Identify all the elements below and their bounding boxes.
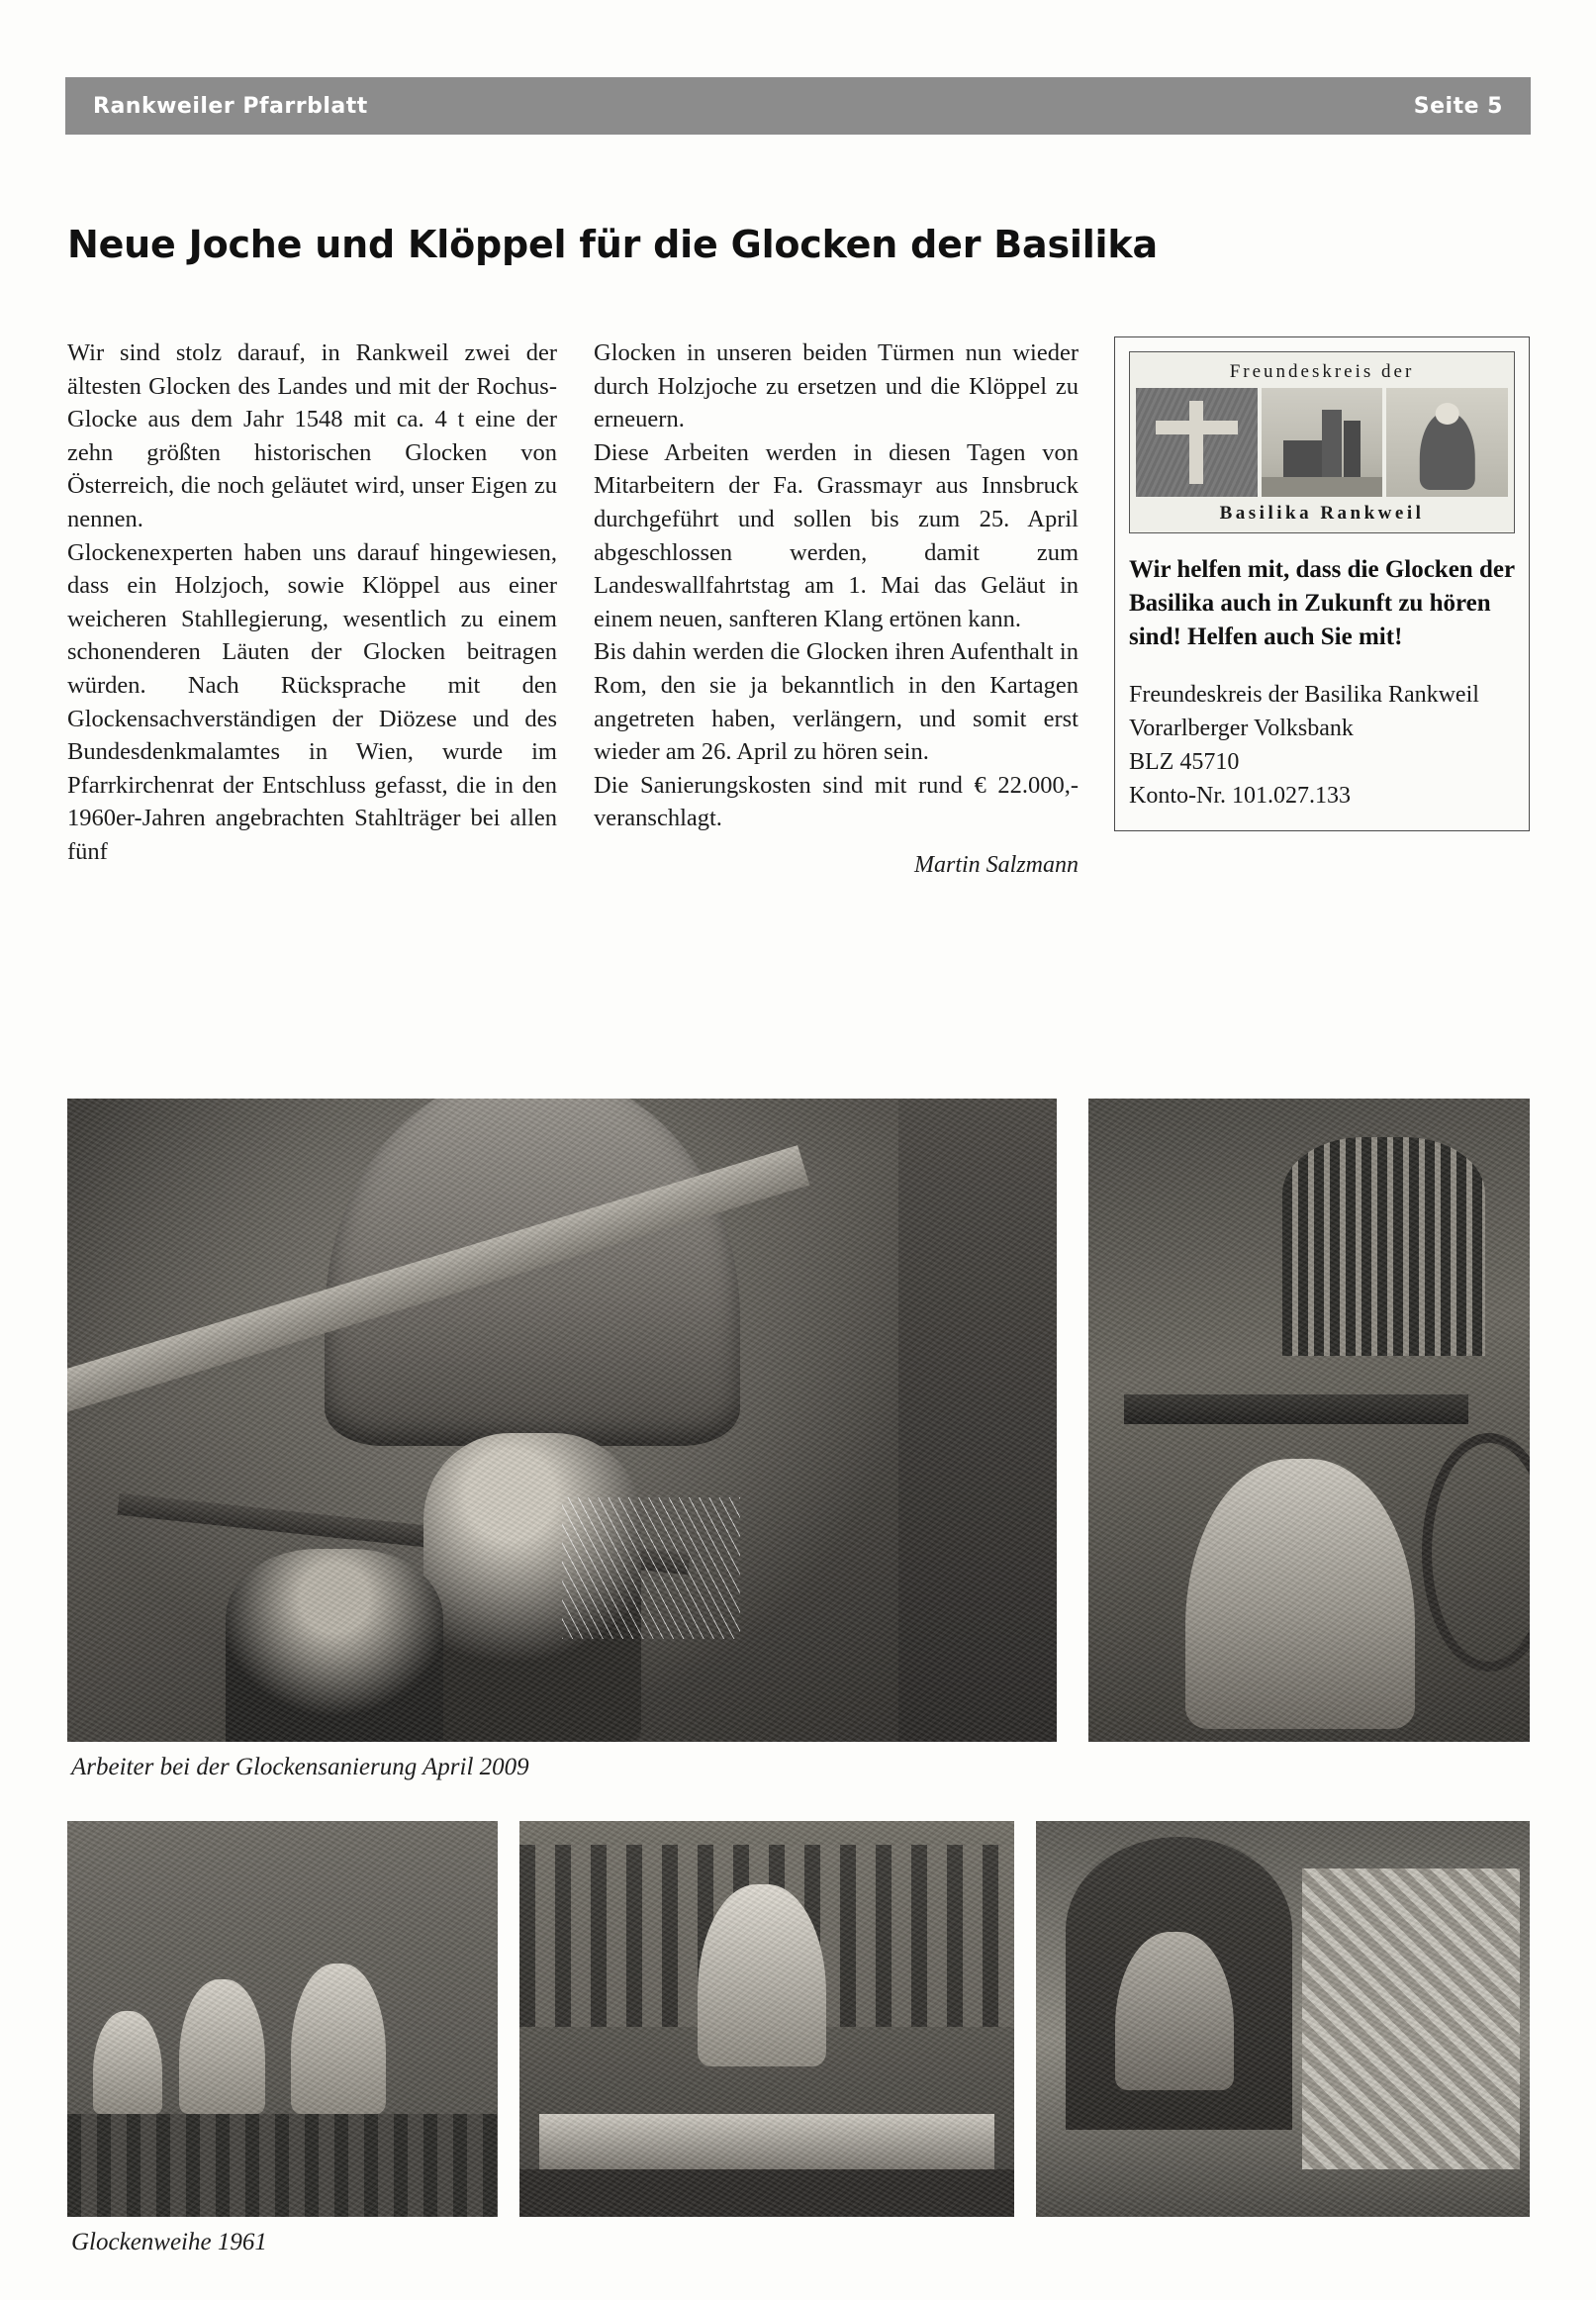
account-line: Freundeskreis der Basilika Rankweil [1129,682,1479,708]
article-column-left [67,336,557,869]
account-line: Konto-Nr. 101.027.133 [1129,783,1351,809]
account-line: BLZ 45710 [1129,749,1240,775]
photo-glockenweihe-decorated-bells [67,1821,498,2217]
page-number-label: Seite 5 [1413,93,1503,119]
donation-appeal-text: Wir helfen mit, dass die Glocken der Basilika auch in Zukunft zu hören sind! Helfen auch Sie mit! [1129,556,1515,650]
logo-bottom-text: Basilika Rankweil [1219,503,1425,524]
page-header-bar [65,77,1531,135]
photo-bell-in-belfry [1088,1099,1530,1742]
photo-bell-under-arch [1036,1821,1530,2217]
article-byline: Martin Salzmann [913,851,1079,878]
logo-top-text: Freundeskreis der [1229,361,1415,382]
freundeskreis-logo [1129,351,1515,533]
logo-image-strip [1136,388,1508,497]
basilica-church-icon [1262,388,1383,497]
article-column-right [594,336,1079,883]
photo-bell-transport-wagon [519,1821,1014,2217]
cross-icon [1136,388,1258,497]
paragraph: Glocken in unseren beiden Türmen nun wieder durch Holzjoche zu ersetzen und die Klöppel zu erneuern. [594,339,1079,433]
paragraph: Diese Arbeiten werden in diesen Tagen von Mitarbeitern der Fa. Grassmayr aus Innsbruck durchgeführt und sollen bis zum 25. April abgeschlossen werden, damit zum Landeswallfahrtstag am 1. Mai das Geläut in einem neuen, sanfteren Klang ertönen kann. [594,438,1079,632]
donation-box [1114,336,1530,831]
paragraph: Wir sind stolz darauf, in Rankweil zwei der ältesten Glocken des Landes und mit der Rochus-Glocke aus dem Jahr 1548 mit ca. 4 t eine der zehn größten historischen Glocken von Österreich, die noch geläutet wird, unser Eigen zu nennen. [67,339,557,532]
madonna-statue-icon [1386,388,1508,497]
photo-caption-glockenweihe: Glockenweihe 1961 [71,2229,267,2255]
publication-title: Rankweiler Pfarrblatt [93,93,368,119]
paragraph: Glockenexperten haben uns darauf hingewiesen, dass ein Holzjoch, sowie Klöppel aus einer weicheren Stahllegierung, wesentlich zu einem schonenderen Läuten der Glocken beitragen würden. Nach Rücksprache mit den Glockensachverständigen der Diözese und des Bundesdenkmalamtes in Wien, wurde im Pfarrkirchenrat der Entschluss gefasst, die in den 1960er-Jahren angebrachten Stahlträger bei allen fünf [67,538,557,865]
paragraph: Die Sanierungskosten sind mit rund € 22.000,- veranschlagt. [594,771,1079,832]
paragraph: Bis dahin werden die Glocken ihren Aufenthalt in Rom, den sie ja bekanntlich in den Kartagen angetreten haben, verlängern, und somit erst wieder am 26. April zu hören sein. [594,638,1079,766]
photo-bell-renovation-workers [67,1099,1057,1742]
article-headline: Neue Joche und Klöppel für die Glocken der Basilika [67,223,1158,267]
photo-caption-renovation: Arbeiter bei der Glockensanierung April 2009 [71,1754,529,1780]
account-line: Vorarlberger Volksbank [1129,716,1354,741]
donation-account-details [1129,678,1515,813]
